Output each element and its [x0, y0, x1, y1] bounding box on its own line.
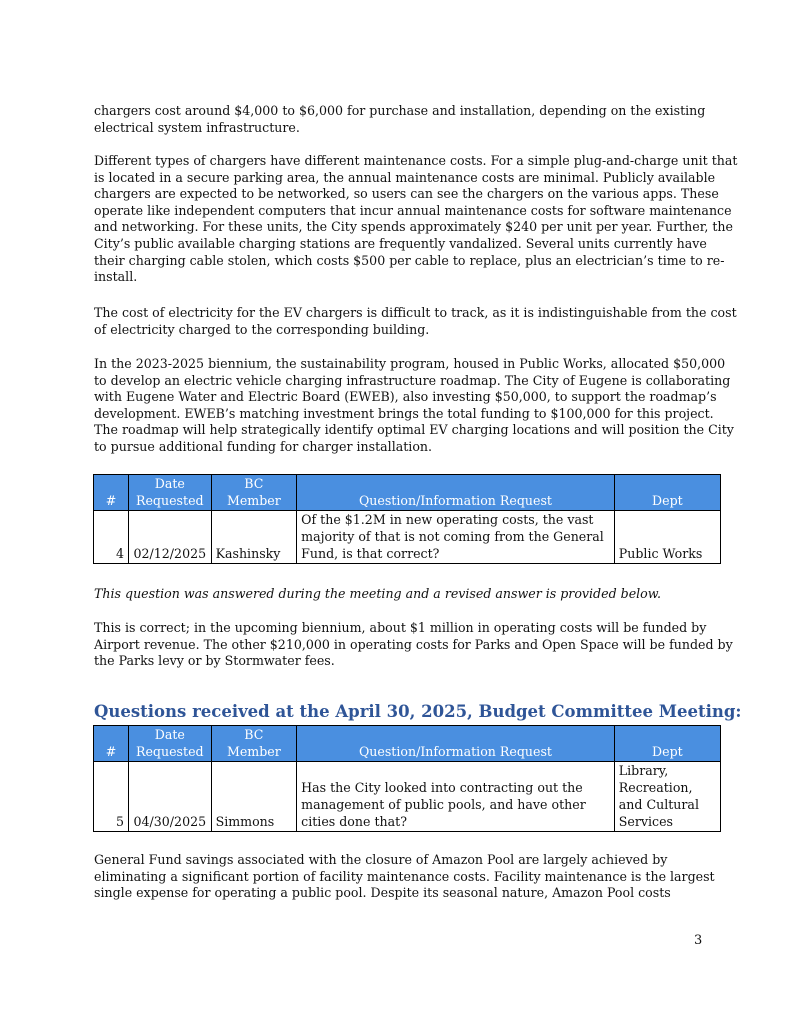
- cell-question: Of the $1.2M in new operating costs, the vast majority of that is not coming from the General Fund, is that correct?: [297, 511, 615, 564]
- cell-dept: Library, Recreation, and Cultural Services: [614, 762, 720, 832]
- cell-member: Simmons: [211, 762, 297, 832]
- header-num: #: [94, 475, 129, 511]
- paragraph-amazon-pool: General Fund savings associated with the closure of Amazon Pool are largely achieved by eliminating a significant portion of facility maintenance costs. Facility maintenance is the largest single expense for operating a public pool. Despite its seasonal nature, Amazon Pool costs: [94, 852, 715, 901]
- cell-num: 4: [94, 511, 129, 564]
- section-heading: Questions received at the April 30, 2025, Budget Committee Meeting:: [94, 702, 742, 721]
- paragraph-answer-operating-costs: This is correct; in the upcoming biennium, about $1 million in operating costs will be funded by Airport revenue. The other $210,000 in operating costs for Parks and Open Space will be funded by the Parks levy or by Stormwater fees.: [94, 620, 733, 669]
- header-question: Question/Information Request: [297, 726, 615, 762]
- paragraph-charger-cost: chargers cost around $4,000 to $6,000 for purchase and installation, depending on the existing electrical system infrastructure.: [94, 103, 706, 135]
- cell-date: 02/12/2025: [129, 511, 212, 564]
- paragraph-electricity-cost: The cost of electricity for the EV chargers is difficult to track, as it is indistinguishable from the cost of electricity charged to the corresponding building.: [94, 305, 737, 337]
- header-question: Question/Information Request: [297, 475, 615, 511]
- paragraph-maintenance-costs: Different types of chargers have different maintenance costs. For a simple plug-and-charge unit that is located in a secure parking area, the annual maintenance costs are minimal. Publicly available chargers are expected to be networked, so users can see the chargers on the various apps. These operate like independent computers that incur annual maintenance costs for software maintenance and networking. For these units, the City spends approximately $240 per unit per year. Further, the City’s public available charging stations are frequently vandalized. Several units currently have their charging cable stolen, which costs $500 per cable to replace, plus an electrician’s time to re- install.: [94, 153, 738, 285]
- page-number: 3: [694, 933, 703, 948]
- table-row: [94, 511, 721, 564]
- cell-member: Kashinsky: [211, 511, 297, 564]
- header-dept: Dept: [614, 726, 720, 762]
- cell-question: Has the City looked into contracting out the management of public pools, and have other cities done that?: [297, 762, 615, 832]
- table-row: [94, 762, 721, 832]
- header-member: BC Member: [211, 726, 297, 762]
- header-date: Date Requested: [129, 475, 212, 511]
- header-num: #: [94, 726, 129, 762]
- answer-note: This question was answered during the meeting and a revised answer is provided below.: [94, 586, 662, 601]
- cell-dept: Public Works: [614, 511, 720, 564]
- table-header-row: [94, 475, 721, 511]
- table-header-row: [94, 726, 721, 762]
- question-table-1: [93, 474, 721, 564]
- header-date: Date Requested: [129, 726, 212, 762]
- header-dept: Dept: [614, 475, 720, 511]
- question-table-2: [93, 725, 721, 832]
- header-member: BC Member: [211, 475, 297, 511]
- cell-date: 04/30/2025: [129, 762, 212, 832]
- paragraph-biennium-roadmap: In the 2023-2025 biennium, the sustainability program, housed in Public Works, allocated $50,000 to develop an electric vehicle charging infrastructure roadmap. The City of Eugene is collaborating with Eugene Water and Electric Board (EWEB), also investing $50,000, to support the roadmap’s development. EWEB’s matching investment brings the total funding to $100,000 for this project. The roadmap will help strategically identify optimal EV charging locations and will position the City to pursue additional funding for charger installation.: [94, 356, 734, 454]
- cell-num: 5: [94, 762, 129, 832]
